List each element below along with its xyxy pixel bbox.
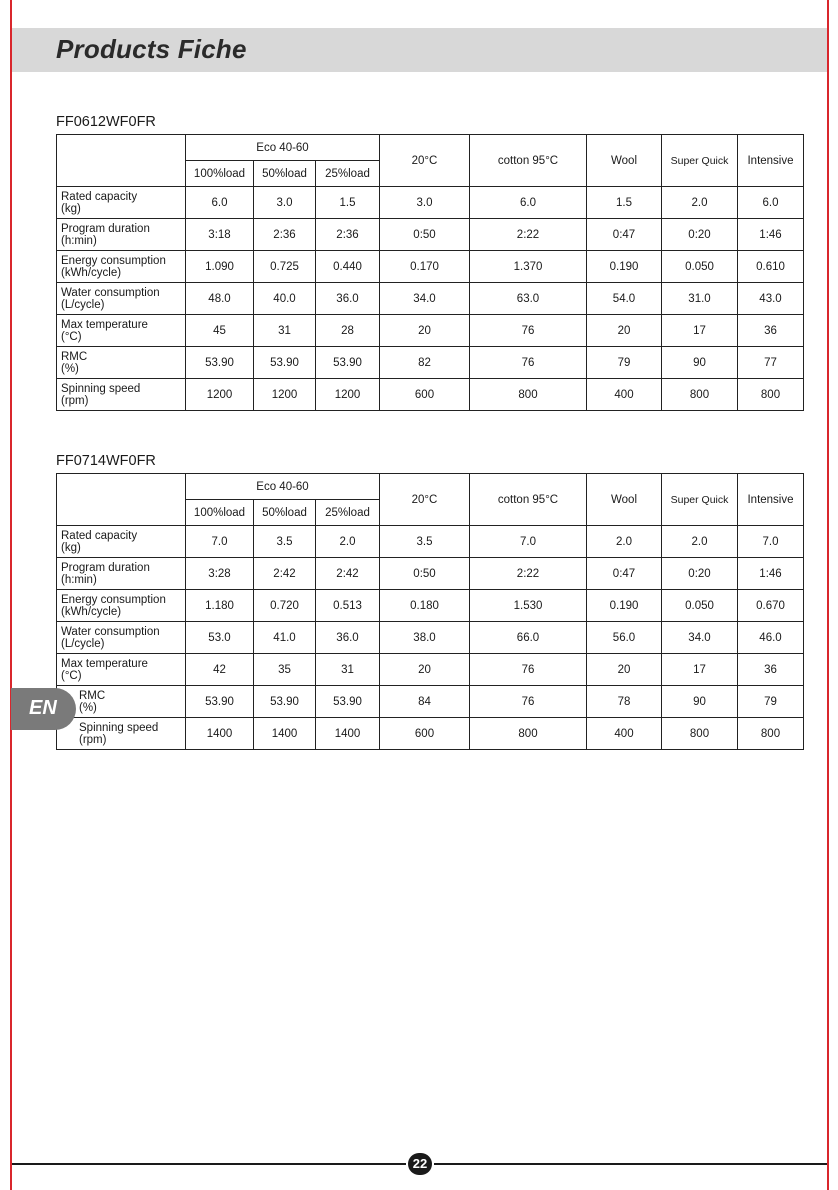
value-cell-eco-100: 1.090 — [186, 251, 254, 283]
header-blank-cell — [57, 135, 186, 187]
value-cell-wool: 400 — [587, 718, 662, 750]
value-cell-super-quick: 90 — [662, 347, 738, 379]
row-unit: (kWh/cycle) — [61, 266, 122, 279]
value-cell-eco-100: 1400 — [186, 718, 254, 750]
row-unit: (rpm) — [79, 733, 107, 746]
value-cell-eco-100: 42 — [186, 654, 254, 686]
value-cell-20c: 0:50 — [380, 219, 470, 251]
header-super-quick: Super Quick — [662, 135, 738, 187]
row-label: Max temperature — [61, 657, 148, 670]
header-cotton95: cotton 95°C — [470, 135, 587, 187]
table-row — [57, 718, 804, 750]
table-row — [57, 251, 804, 283]
value-cell-20c: 38.0 — [380, 622, 470, 654]
spec-table — [56, 134, 804, 411]
value-cell-cotton95: 1.530 — [470, 590, 587, 622]
value-cell-eco-25: 2:36 — [316, 219, 380, 251]
value-cell-intensive: 1:46 — [738, 558, 804, 590]
value-cell-super-quick: 2.0 — [662, 187, 738, 219]
value-cell-super-quick: 90 — [662, 686, 738, 718]
value-cell-eco-50: 2:36 — [254, 219, 316, 251]
value-cell-20c: 20 — [380, 654, 470, 686]
table-row — [57, 622, 804, 654]
value-cell-eco-50: 1400 — [254, 718, 316, 750]
value-cell-20c: 3.5 — [380, 526, 470, 558]
row-label: Rated capacity — [61, 190, 138, 203]
row-label-cell — [57, 187, 186, 219]
header-eco-group: Eco 40-60 — [186, 474, 380, 500]
header-eco-group: Eco 40-60 — [186, 135, 380, 161]
model-name: FF0714WF0FR — [56, 453, 156, 469]
value-cell-cotton95: 76 — [470, 654, 587, 686]
value-cell-eco-100: 3:18 — [186, 219, 254, 251]
value-cell-eco-100: 48.0 — [186, 283, 254, 315]
header-cotton95: cotton 95°C — [470, 474, 587, 526]
value-cell-20c: 84 — [380, 686, 470, 718]
value-cell-eco-100: 45 — [186, 315, 254, 347]
row-unit: (kg) — [61, 541, 81, 554]
row-label-cell — [57, 219, 186, 251]
header-eco-25: 25%load — [316, 500, 380, 526]
header-intensive: Intensive — [738, 135, 804, 187]
row-unit: (°C) — [61, 330, 82, 343]
value-cell-cotton95: 66.0 — [470, 622, 587, 654]
value-cell-super-quick: 800 — [662, 379, 738, 411]
value-cell-cotton95: 76 — [470, 315, 587, 347]
row-unit: (%) — [61, 362, 79, 375]
table-row — [57, 219, 804, 251]
row-label-cell — [57, 526, 186, 558]
value-cell-eco-100: 1.180 — [186, 590, 254, 622]
header-wool: Wool — [587, 135, 662, 187]
value-cell-intensive: 36 — [738, 654, 804, 686]
header-wool: Wool — [587, 474, 662, 526]
page-number: 22 — [408, 1153, 432, 1175]
value-cell-super-quick: 0.050 — [662, 251, 738, 283]
value-cell-cotton95: 76 — [470, 347, 587, 379]
row-label: Max temperature — [61, 318, 148, 331]
value-cell-eco-25: 36.0 — [316, 283, 380, 315]
header-eco-25: 25%load — [316, 161, 380, 187]
value-cell-eco-25: 28 — [316, 315, 380, 347]
row-label: Spinning speed — [79, 721, 159, 734]
row-unit: (h:min) — [61, 573, 97, 586]
value-cell-wool: 79 — [587, 347, 662, 379]
value-cell-eco-50: 1200 — [254, 379, 316, 411]
row-label: Energy consumption — [61, 593, 166, 606]
row-unit: (°C) — [61, 669, 82, 682]
row-label-cell — [57, 590, 186, 622]
value-cell-cotton95: 7.0 — [470, 526, 587, 558]
value-cell-eco-25: 1200 — [316, 379, 380, 411]
value-cell-eco-50: 41.0 — [254, 622, 316, 654]
value-cell-eco-25: 36.0 — [316, 622, 380, 654]
table-row — [57, 590, 804, 622]
value-cell-intensive: 800 — [738, 718, 804, 750]
row-unit: (rpm) — [61, 394, 89, 407]
row-label: Program duration — [61, 561, 150, 574]
value-cell-eco-25: 0.440 — [316, 251, 380, 283]
table-row — [57, 686, 804, 718]
row-unit: (kWh/cycle) — [61, 605, 122, 618]
value-cell-eco-25: 2.0 — [316, 526, 380, 558]
value-cell-cotton95: 2:22 — [470, 558, 587, 590]
row-unit: (%) — [79, 701, 97, 714]
value-cell-cotton95: 800 — [470, 718, 587, 750]
table-row — [57, 526, 804, 558]
value-cell-eco-25: 53.90 — [316, 686, 380, 718]
value-cell-eco-100: 53.90 — [186, 686, 254, 718]
value-cell-20c: 3.0 — [380, 187, 470, 219]
value-cell-eco-50: 35 — [254, 654, 316, 686]
header-eco-50: 50%load — [254, 161, 316, 187]
value-cell-intensive: 36 — [738, 315, 804, 347]
value-cell-wool: 400 — [587, 379, 662, 411]
language-tab-label: EN — [29, 697, 57, 719]
value-cell-super-quick: 800 — [662, 718, 738, 750]
value-cell-eco-25: 53.90 — [316, 347, 380, 379]
value-cell-eco-50: 3.0 — [254, 187, 316, 219]
value-cell-intensive: 77 — [738, 347, 804, 379]
value-cell-cotton95: 6.0 — [470, 187, 587, 219]
value-cell-eco-50: 3.5 — [254, 526, 316, 558]
row-unit: (kg) — [61, 202, 81, 215]
row-label-cell — [57, 622, 186, 654]
row-label-cell — [57, 347, 186, 379]
row-label: Rated capacity — [61, 529, 138, 542]
table-row — [57, 379, 804, 411]
row-label: Spinning speed — [61, 382, 141, 395]
row-label-cell — [57, 315, 186, 347]
value-cell-eco-50: 40.0 — [254, 283, 316, 315]
header-blank-cell — [57, 474, 186, 526]
value-cell-20c: 34.0 — [380, 283, 470, 315]
header-eco-50: 50%load — [254, 500, 316, 526]
row-label: RMC — [79, 689, 106, 702]
value-cell-super-quick: 2.0 — [662, 526, 738, 558]
value-cell-wool: 0:47 — [587, 558, 662, 590]
page-border-left — [10, 0, 12, 1190]
value-cell-super-quick: 31.0 — [662, 283, 738, 315]
row-unit: (L/cycle) — [61, 637, 105, 650]
row-unit: (L/cycle) — [61, 298, 105, 311]
value-cell-20c: 0.170 — [380, 251, 470, 283]
value-cell-eco-50: 53.90 — [254, 347, 316, 379]
value-cell-eco-50: 31 — [254, 315, 316, 347]
value-cell-eco-25: 2:42 — [316, 558, 380, 590]
value-cell-wool: 1.5 — [587, 187, 662, 219]
model-name: FF0612WF0FR — [56, 114, 156, 130]
table-row — [57, 558, 804, 590]
value-cell-intensive: 0.610 — [738, 251, 804, 283]
row-label-cell — [57, 654, 186, 686]
row-label-cell — [57, 558, 186, 590]
value-cell-super-quick: 0:20 — [662, 219, 738, 251]
row-label: Program duration — [61, 222, 150, 235]
value-cell-eco-50: 2:42 — [254, 558, 316, 590]
value-cell-wool: 0.190 — [587, 590, 662, 622]
header-eco-100: 100%load — [186, 500, 254, 526]
value-cell-intensive: 79 — [738, 686, 804, 718]
page-border-right — [827, 0, 829, 1190]
header-super-quick: Super Quick — [662, 474, 738, 526]
value-cell-20c: 600 — [380, 718, 470, 750]
value-cell-eco-100: 7.0 — [186, 526, 254, 558]
header-20c: 20°C — [380, 474, 470, 526]
value-cell-cotton95: 63.0 — [470, 283, 587, 315]
value-cell-wool: 0:47 — [587, 219, 662, 251]
value-cell-wool: 20 — [587, 315, 662, 347]
value-cell-super-quick: 17 — [662, 315, 738, 347]
row-label-cell — [57, 283, 186, 315]
row-label-cell — [57, 718, 186, 750]
header-eco-100: 100%load — [186, 161, 254, 187]
value-cell-cotton95: 2:22 — [470, 219, 587, 251]
language-tab — [11, 688, 76, 730]
row-label-cell — [57, 251, 186, 283]
row-label: Water consumption — [61, 625, 160, 638]
value-cell-intensive: 6.0 — [738, 187, 804, 219]
row-label-cell — [57, 379, 186, 411]
row-label: Energy consumption — [61, 254, 166, 267]
header-20c: 20°C — [380, 135, 470, 187]
table-row — [57, 315, 804, 347]
header-bar — [12, 28, 827, 72]
value-cell-eco-100: 6.0 — [186, 187, 254, 219]
value-cell-eco-25: 0.513 — [316, 590, 380, 622]
value-cell-wool: 2.0 — [587, 526, 662, 558]
value-cell-wool: 20 — [587, 654, 662, 686]
value-cell-super-quick: 0:20 — [662, 558, 738, 590]
value-cell-20c: 82 — [380, 347, 470, 379]
row-label: RMC — [61, 350, 88, 363]
value-cell-wool: 54.0 — [587, 283, 662, 315]
value-cell-eco-50: 0.725 — [254, 251, 316, 283]
value-cell-eco-50: 53.90 — [254, 686, 316, 718]
footer-rule-right — [434, 1163, 827, 1165]
header-intensive: Intensive — [738, 474, 804, 526]
table-row — [57, 654, 804, 686]
value-cell-eco-100: 53.0 — [186, 622, 254, 654]
row-label-cell — [57, 686, 186, 718]
value-cell-20c: 0:50 — [380, 558, 470, 590]
value-cell-intensive: 0.670 — [738, 590, 804, 622]
value-cell-20c: 20 — [380, 315, 470, 347]
value-cell-super-quick: 0.050 — [662, 590, 738, 622]
row-unit: (h:min) — [61, 234, 97, 247]
value-cell-wool: 56.0 — [587, 622, 662, 654]
value-cell-cotton95: 800 — [470, 379, 587, 411]
value-cell-intensive: 1:46 — [738, 219, 804, 251]
value-cell-cotton95: 1.370 — [470, 251, 587, 283]
table-row — [57, 347, 804, 379]
value-cell-eco-25: 1.5 — [316, 187, 380, 219]
value-cell-eco-50: 0.720 — [254, 590, 316, 622]
page-title: Products Fiche — [56, 34, 247, 64]
value-cell-eco-100: 53.90 — [186, 347, 254, 379]
value-cell-20c: 600 — [380, 379, 470, 411]
row-label: Water consumption — [61, 286, 160, 299]
table-row — [57, 187, 804, 219]
value-cell-20c: 0.180 — [380, 590, 470, 622]
value-cell-intensive: 7.0 — [738, 526, 804, 558]
value-cell-cotton95: 76 — [470, 686, 587, 718]
table-row — [57, 283, 804, 315]
value-cell-eco-25: 31 — [316, 654, 380, 686]
footer-rule-left — [12, 1163, 406, 1165]
value-cell-eco-25: 1400 — [316, 718, 380, 750]
value-cell-intensive: 800 — [738, 379, 804, 411]
value-cell-eco-100: 1200 — [186, 379, 254, 411]
value-cell-super-quick: 17 — [662, 654, 738, 686]
value-cell-wool: 0.190 — [587, 251, 662, 283]
value-cell-super-quick: 34.0 — [662, 622, 738, 654]
spec-table — [56, 473, 804, 750]
value-cell-eco-100: 3:28 — [186, 558, 254, 590]
value-cell-intensive: 43.0 — [738, 283, 804, 315]
value-cell-intensive: 46.0 — [738, 622, 804, 654]
value-cell-wool: 78 — [587, 686, 662, 718]
